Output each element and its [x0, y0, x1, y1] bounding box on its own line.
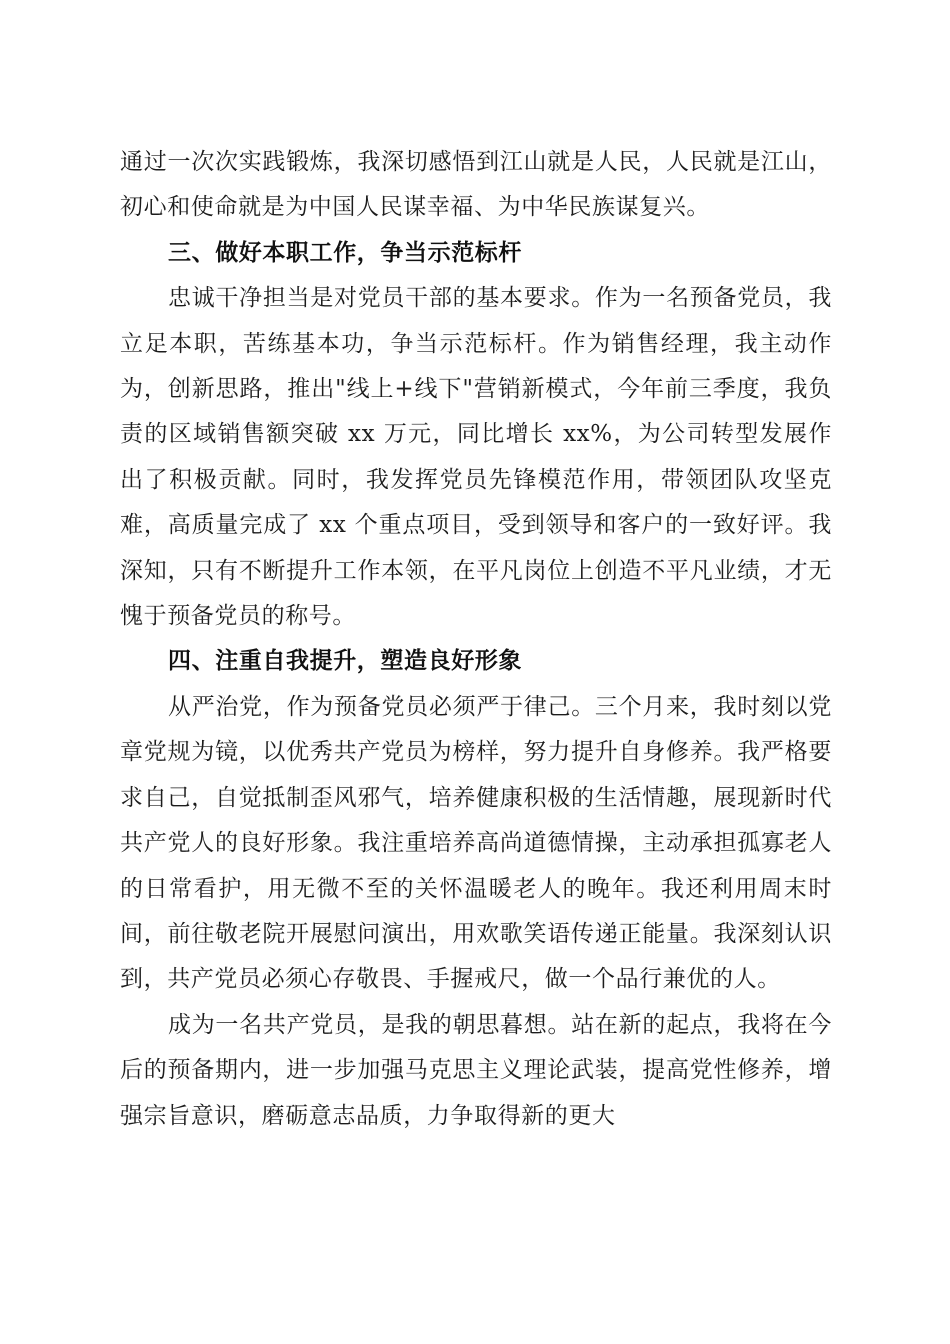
paragraph-duty: 忠诚干净担当是对党员干部的基本要求。作为一名预备党员，我立足本职，苦练基本功，争当示范标杆。作为销售经理，我主动作为，创新思路，推出"线上+线下"营销新模式，今年前三季度，我负责的区域销售额突破 xx 万元，同比增长 xx%，为公司转型发展作出了积极贡献。同时，我发挥党员先锋模范作用，带领团队攻坚克难，高质量完成了 xx 个重点项目，受到领导和客户的一致好评。我深知，只有不断提升工作本领，在平凡岗位上创造不平凡业绩，才无愧于预备党员的称号。 [120, 285, 832, 630]
paragraph-self-improvement: 从严治党，作为预备党员必须严于律己。三个月来，我时刻以党章党规为镜，以优秀共产党员为榜样，努力提升自身修养。我严格要求自己，自觉抵制歪风邪气，培养健康积极的生活情趣，展现新时代共产党人的良好形象。我注重培养高尚道德情操，主动承担孤寡老人的日常看护，用无微不至的关怀温暖老人的晚年。我还利用周末时间，前往敬老院开展慰问演出，用欢歌笑语传递正能量。我深刻认识到，共产党员必须心存敬畏、手握戒尺，做一个品行兼优的人。 [120, 693, 832, 993]
section-heading-four: 四、注重自我提升，塑造良好形象 [168, 648, 522, 675]
section-heading-three: 三、做好本职工作，争当示范标杆 [168, 239, 522, 266]
paragraph-continuation: 通过一次次实践锻炼，我深切感悟到江山就是人民，人民就是江山，初心和使命就是为中国人民谋幸福、为中华民族谋复兴。 [120, 149, 832, 221]
paragraph-conclusion: 成为一名共产党员，是我的朝思暮想。站在新的起点，我将在今后的预备期内，进一步加强马克思主义理论武装，提高党性修养，增强宗旨意识，磨砺意志品质，力争取得新的更大 [120, 1011, 832, 1129]
document-body [120, 140, 832, 1139]
